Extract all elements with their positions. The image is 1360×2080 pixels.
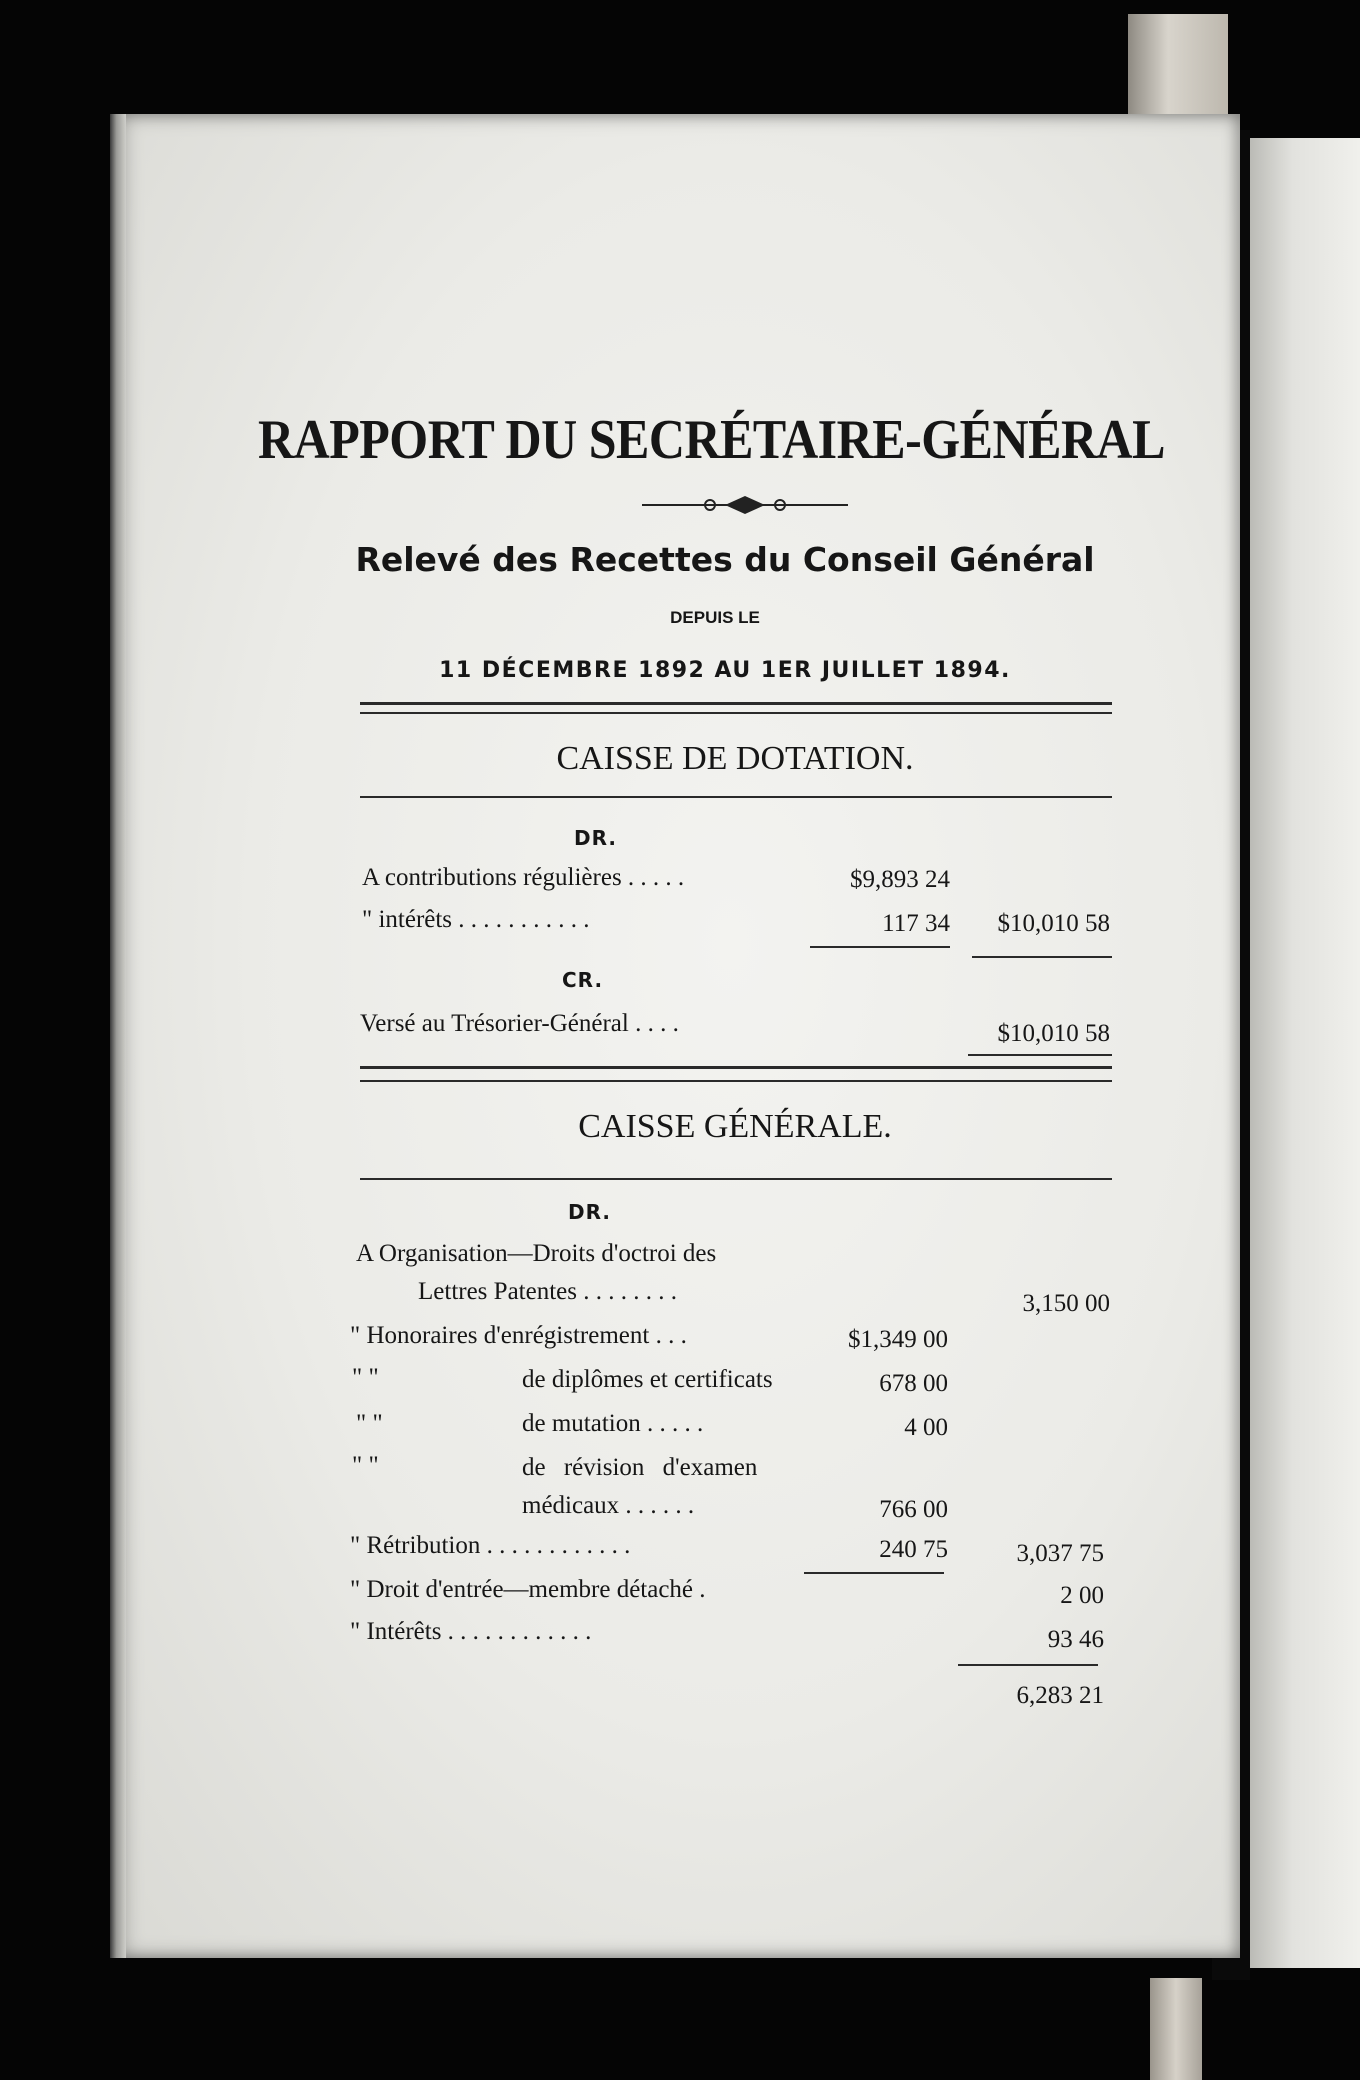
book-tab-bottom bbox=[1150, 1978, 1202, 2080]
generale-row-label: " Droit d'entrée—membre détaché . bbox=[350, 1576, 706, 1603]
double-rule-bottom bbox=[360, 712, 1112, 714]
generale-row-label: " Rétribution . . . . . . . . . . . . bbox=[350, 1532, 631, 1559]
dotation-row-label: " intérêts . . . . . . . . . . . bbox=[362, 906, 590, 933]
dotation-row-amount: 117 34 bbox=[882, 910, 950, 937]
page-title: RAPPORT DU SECRÉTAIRE-GÉNÉRAL bbox=[258, 407, 1166, 471]
ornament-divider-icon bbox=[640, 492, 850, 518]
dr-label: DR. bbox=[574, 826, 617, 850]
generale-row-label: médicaux . . . . . . bbox=[522, 1492, 695, 1519]
ditto-mark: " " bbox=[352, 1364, 379, 1391]
subtotal-rule bbox=[810, 946, 950, 948]
generale-row-label: de révision d'examen bbox=[522, 1454, 758, 1481]
dr-label: DR. bbox=[568, 1200, 611, 1224]
total-rule bbox=[968, 1054, 1112, 1056]
generale-row-total: 2 00 bbox=[1060, 1582, 1104, 1609]
section-heading-generale: CAISSE GÉNÉRALE. bbox=[578, 1108, 892, 1145]
double-rule-bottom bbox=[360, 1080, 1112, 1082]
dotation-row-label: A contributions régulières . . . . . bbox=[362, 864, 685, 891]
double-rule-top bbox=[360, 1066, 1112, 1069]
generale-row-amount: 240 75 bbox=[879, 1536, 948, 1563]
generale-row-label: " Intérêts . . . . . . . . . . . . bbox=[350, 1618, 592, 1645]
grand-total: 6,283 21 bbox=[1016, 1682, 1104, 1709]
date-range: 11 DÉCEMBRE 1892 AU 1ER JUILLET 1894. bbox=[439, 658, 1011, 683]
cr-label: CR. bbox=[562, 968, 604, 992]
generale-row-amount: $1,349 00 bbox=[848, 1326, 948, 1353]
section-rule bbox=[360, 1178, 1112, 1180]
ditto-mark: " " bbox=[352, 1452, 379, 1479]
generale-row-label: de diplômes et certificats bbox=[522, 1366, 773, 1393]
generale-row-label: " Honoraires d'enrégistrement . . . bbox=[350, 1322, 687, 1349]
generale-row-label: Lettres Patentes . . . . . . . . bbox=[418, 1278, 677, 1305]
depuis-label: DEPUIS LE bbox=[670, 608, 760, 627]
generale-row-total: 93 46 bbox=[1047, 1626, 1104, 1653]
generale-row-amount: 678 00 bbox=[879, 1370, 948, 1397]
generale-row-label: de mutation . . . . . bbox=[522, 1410, 704, 1437]
generale-row-amount: 4 00 bbox=[904, 1414, 948, 1441]
dotation-cr-label: Versé au Trésorier-Général . . . . bbox=[360, 1010, 679, 1037]
dotation-row-total: $10,010 58 bbox=[997, 910, 1110, 937]
section-heading-dotation: CAISSE DE DOTATION. bbox=[556, 740, 914, 777]
page-subtitle: Relevé des Recettes du Conseil Général bbox=[355, 540, 1095, 579]
adjacent-page-edge bbox=[1248, 138, 1360, 1968]
generale-row-amount: 766 00 bbox=[879, 1496, 948, 1523]
double-rule-top bbox=[360, 702, 1112, 705]
section-rule bbox=[360, 796, 1112, 798]
dotation-row-amount: $9,893 24 bbox=[850, 866, 950, 893]
dotation-cr-total: $10,010 58 bbox=[997, 1020, 1110, 1047]
generale-row-total: 3,037 75 bbox=[1016, 1540, 1104, 1567]
subtotal-rule bbox=[804, 1572, 944, 1574]
ditto-mark: " " bbox=[356, 1410, 383, 1437]
generale-row-label: A Organisation—Droits d'octroi des bbox=[356, 1240, 717, 1267]
total-rule bbox=[958, 1664, 1098, 1666]
generale-row-total: 3,150 00 bbox=[1022, 1290, 1110, 1317]
total-rule bbox=[972, 956, 1112, 958]
